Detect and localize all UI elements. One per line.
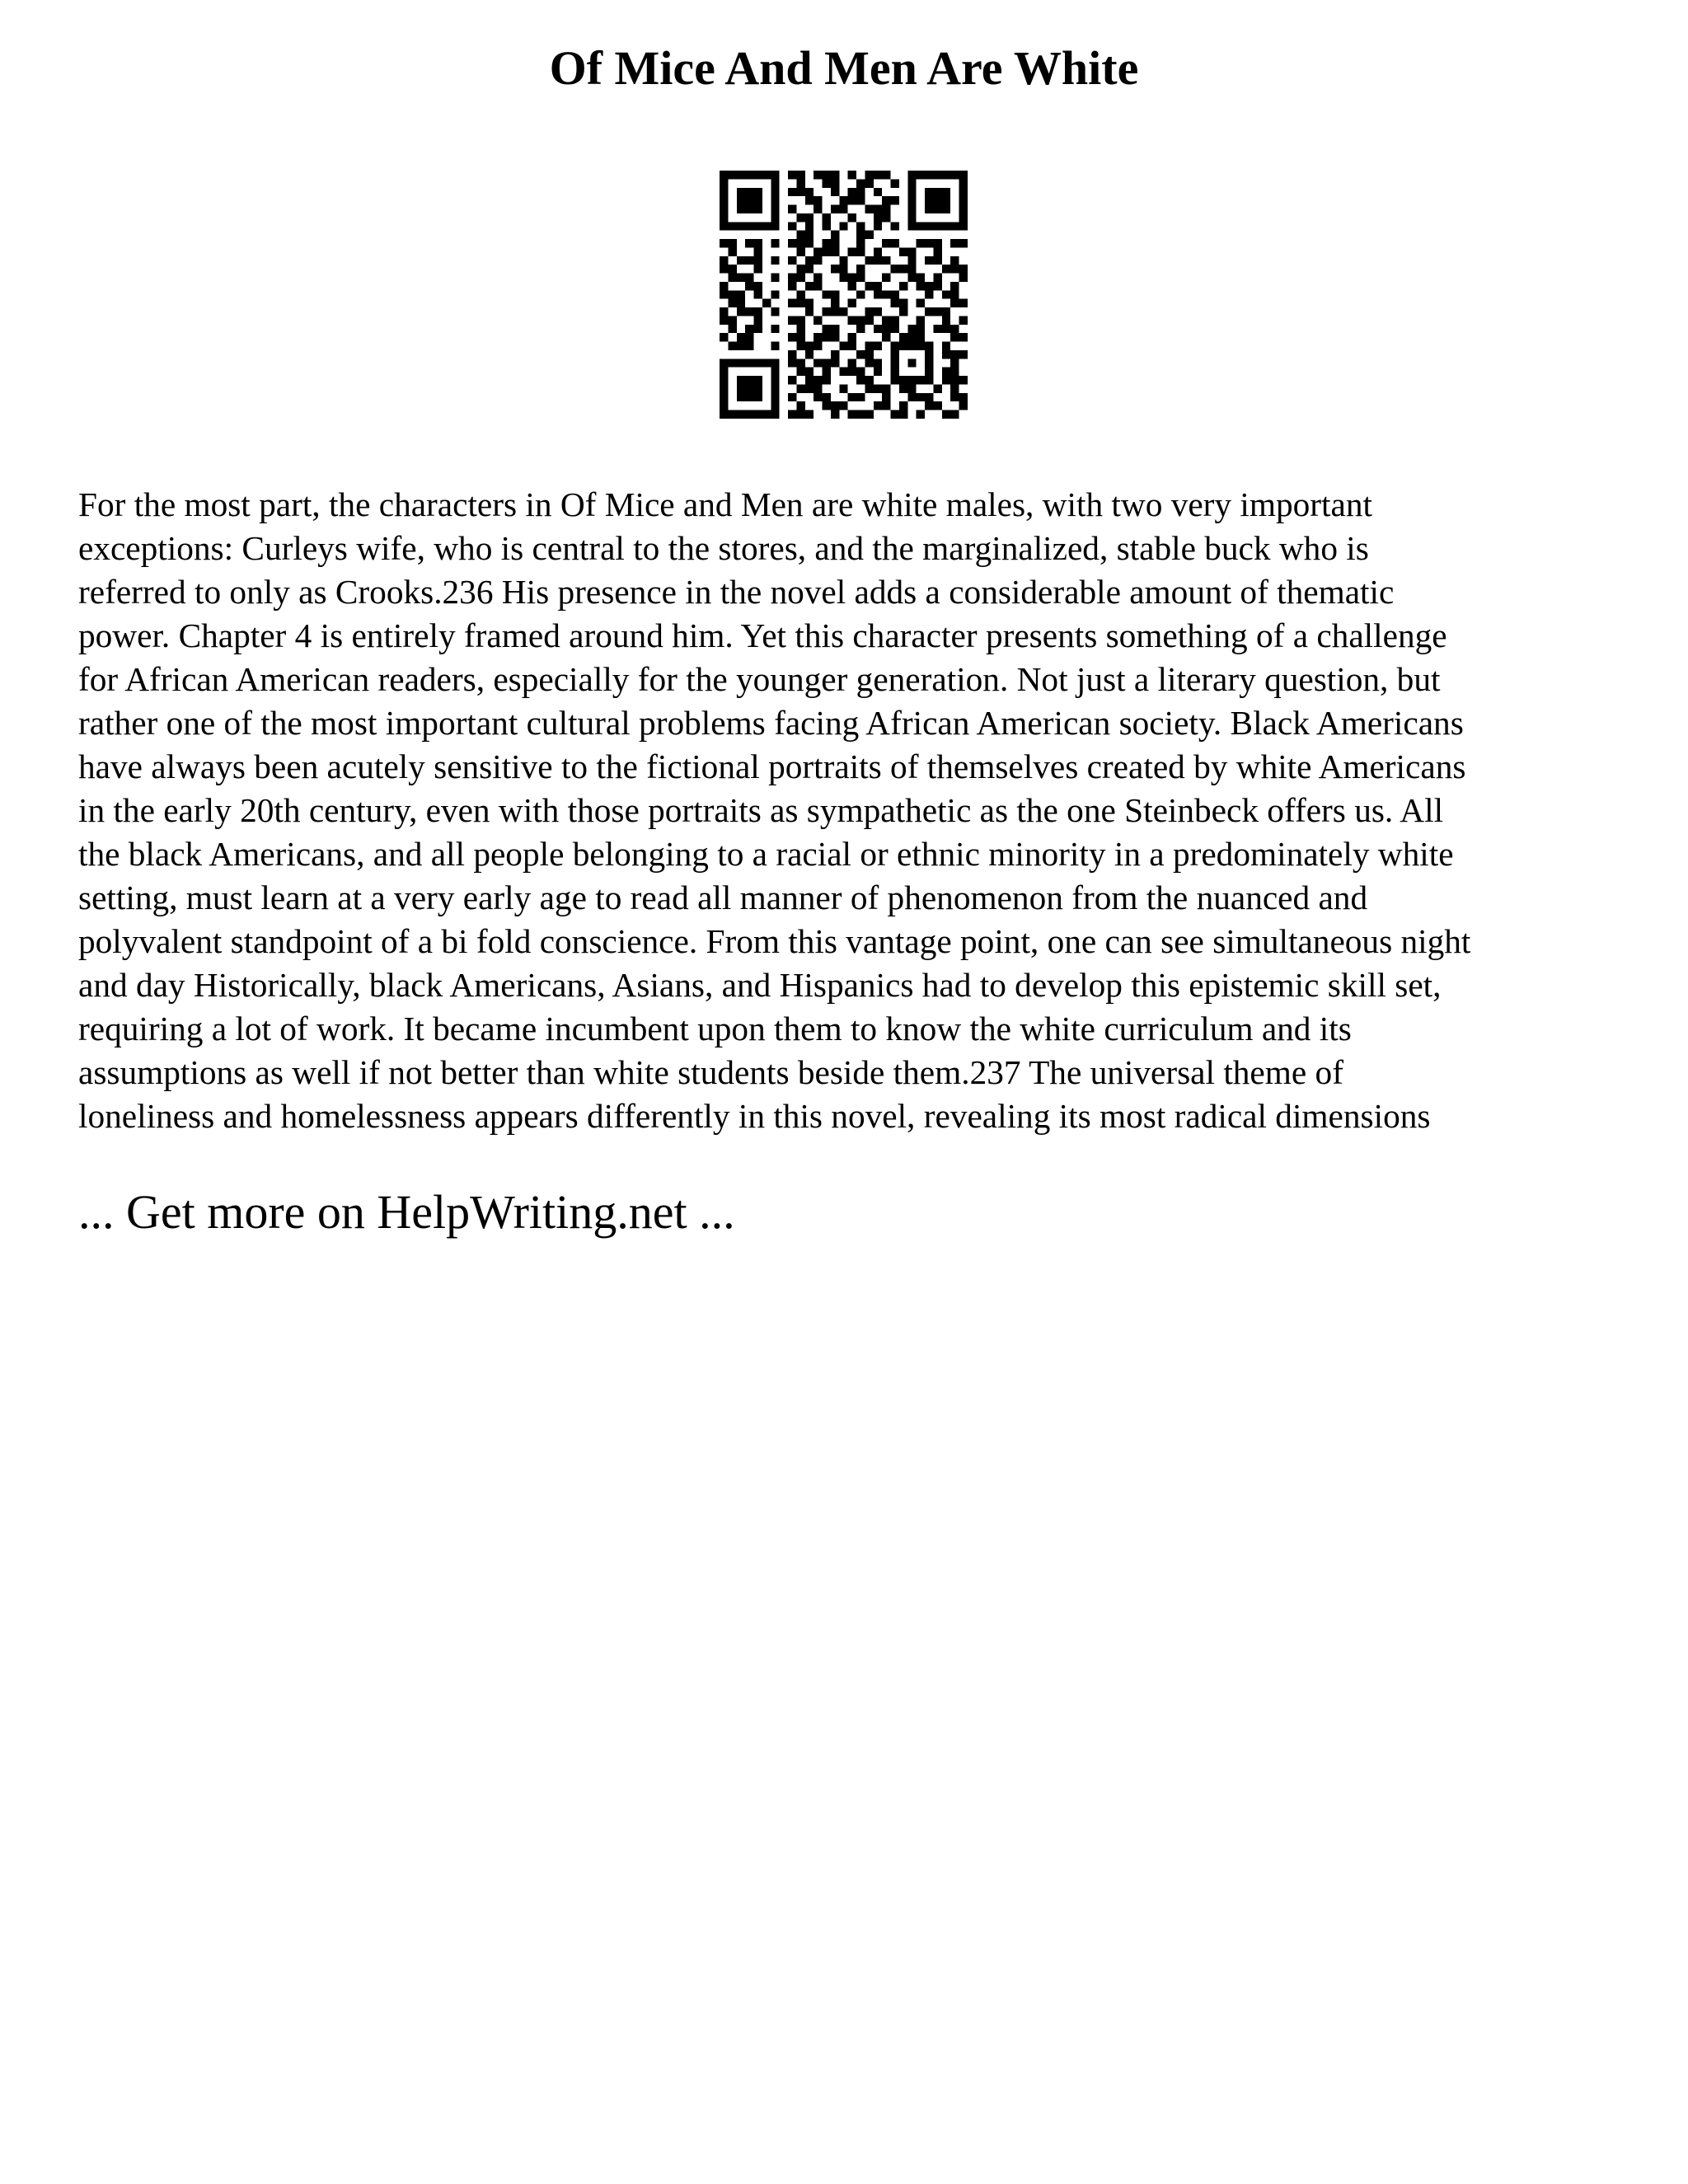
body-line: setting, must learn at a very early age to read all manner of phenomenon from the nuanced and — [78, 879, 1368, 916]
body-line: loneliness and homelessness appears differently in this novel, revealing its most radical dimensions — [78, 1097, 1431, 1135]
body-line: requiring a lot of work. It became incumbent upon them to know the white curriculum and its — [78, 1010, 1352, 1047]
body-line: referred to only as Crooks.236 His presence in the novel adds a considerable amount of thematic — [78, 573, 1395, 611]
body-line: assumptions as well if not better than white students beside them.237 The universal theme of — [78, 1053, 1343, 1091]
body-line: and day Historically, black Americans, Asians, and Hispanics had to develop this epistemic skill set, — [78, 966, 1442, 1004]
body-paragraph — [78, 483, 1628, 1138]
body-line: polyvalent standpoint of a bi fold conscience. From this vantage point, one can see simultaneous night — [78, 922, 1471, 960]
body-line: for African American readers, especially for the younger generation. Not just a literary question, but — [78, 660, 1441, 698]
body-line: have always been acutely sensitive to the fictional portraits of themselves created by white Americans — [78, 748, 1466, 785]
page-title: Of Mice And Men Are White — [549, 41, 1139, 95]
body-line: exceptions: Curleys wife, who is central to the stores, and the marginalized, stable buck who is — [78, 529, 1369, 567]
qr-code-icon — [720, 171, 968, 419]
body-line: in the early 20th century, even with those portraits as sympathetic as the one Steinbeck offers us. All — [78, 791, 1444, 829]
body-line: the black Americans, and all people belonging to a racial or ethnic minority in a predominately white — [78, 835, 1454, 873]
body-line: For the most part, the characters in Of Mice and Men are white males, with two very important — [78, 485, 1372, 523]
body-line: rather one of the most important cultural problems facing African American society. Black Americans — [78, 704, 1464, 742]
get-more-link[interactable]: ... Get more on HelpWriting.net ... — [78, 1185, 735, 1239]
body-line: power. Chapter 4 is entirely framed around him. Yet this character presents something of a challenge — [78, 616, 1447, 654]
